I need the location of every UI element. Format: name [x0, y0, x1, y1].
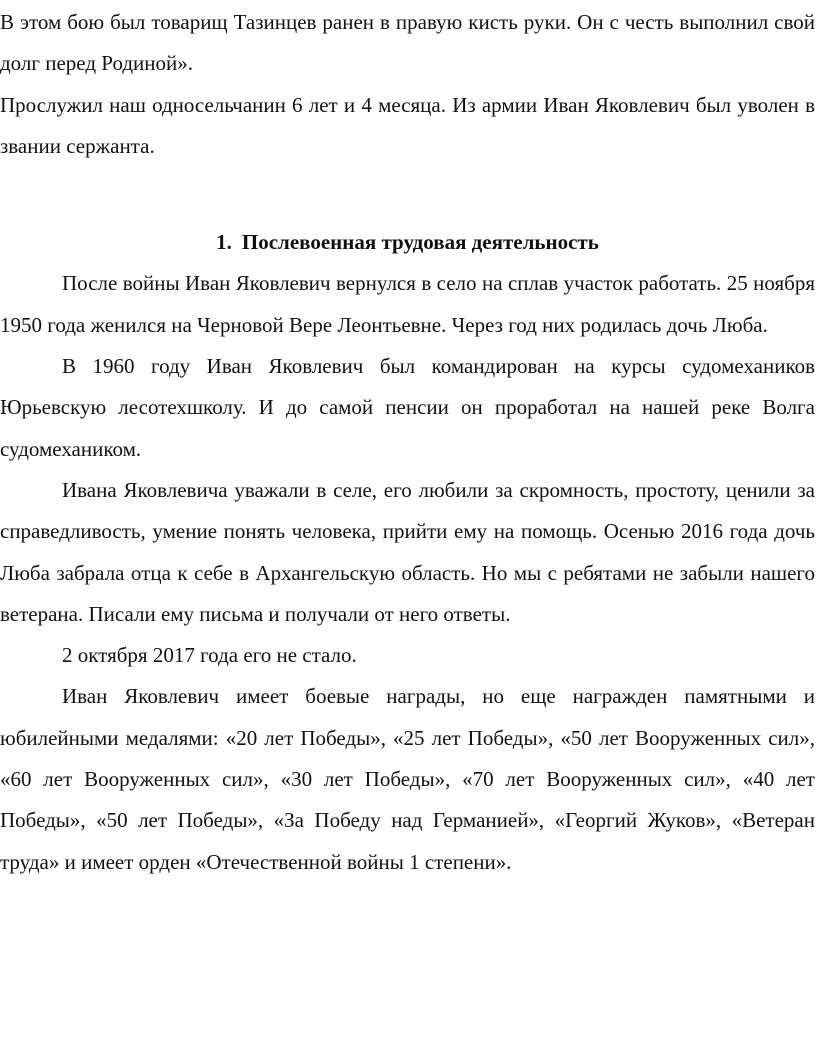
paragraph-after-war: После войны Иван Яковлевич вернулся в село на сплав участок работать. 25 ноября 1950 года женился на Черновой Вере Леонтьевне. Через год них родилась дочь Люба.: [0, 271, 815, 337]
paragraph-respect: Ивана Яковлевича уважали в селе, его любили за скромность, простоту, ценили за справедливость, умение понять человека, прийти ему на помощь. Осенью 2016 года дочь Люба забрала отца к себе в Архангельскую область. Но мы с ребятами не забыли нашего ветерана. Писали ему письма и получали от него ответы.: [0, 477, 815, 626]
paragraph-service: Прослужил наш односельчанин 6 лет и 4 месяца. Из армии Иван Яковлевич был уволен в звании сержанта.: [0, 92, 815, 158]
paragraph-awards: Иван Яковлевич имеет боевые награды, но еще награжден памятными и юбилейными медалями: «20 лет Победы», «25 лет Победы», «50 лет Вооруженных сил», «60 лет Вооруженных сил», «30 лет Победы», «70 лет Вооруженных сил», «40 лет Победы», «50 лет Победы», «За Победу над Германией», «Георгий Жуков», «Ветеран труда» и имеет орден «Отечественной войны 1 степени».: [0, 684, 815, 874]
section-heading: [0, 222, 815, 263]
blank-line: [0, 167, 815, 208]
section-number: 1.: [216, 230, 232, 255]
document-page: [0, 2, 816, 883]
paragraph-wound: В этом бою был товарищ Тазинцев ранен в правую кисть руки. Он с честь выполнил свой долг перед Родиной».: [0, 10, 815, 76]
paragraph-1960: В 1960 году Иван Яковлевич был командирован на курсы судомехаников Юрьевскую лесотехшколу. И до самой пенсии он проработал на нашей реке Волга судомехаником.: [0, 354, 815, 461]
section-title: Послевоенная трудовая деятельность: [241, 230, 599, 255]
paragraph-death: 2 октября 2017 года его не стало.: [62, 643, 357, 668]
